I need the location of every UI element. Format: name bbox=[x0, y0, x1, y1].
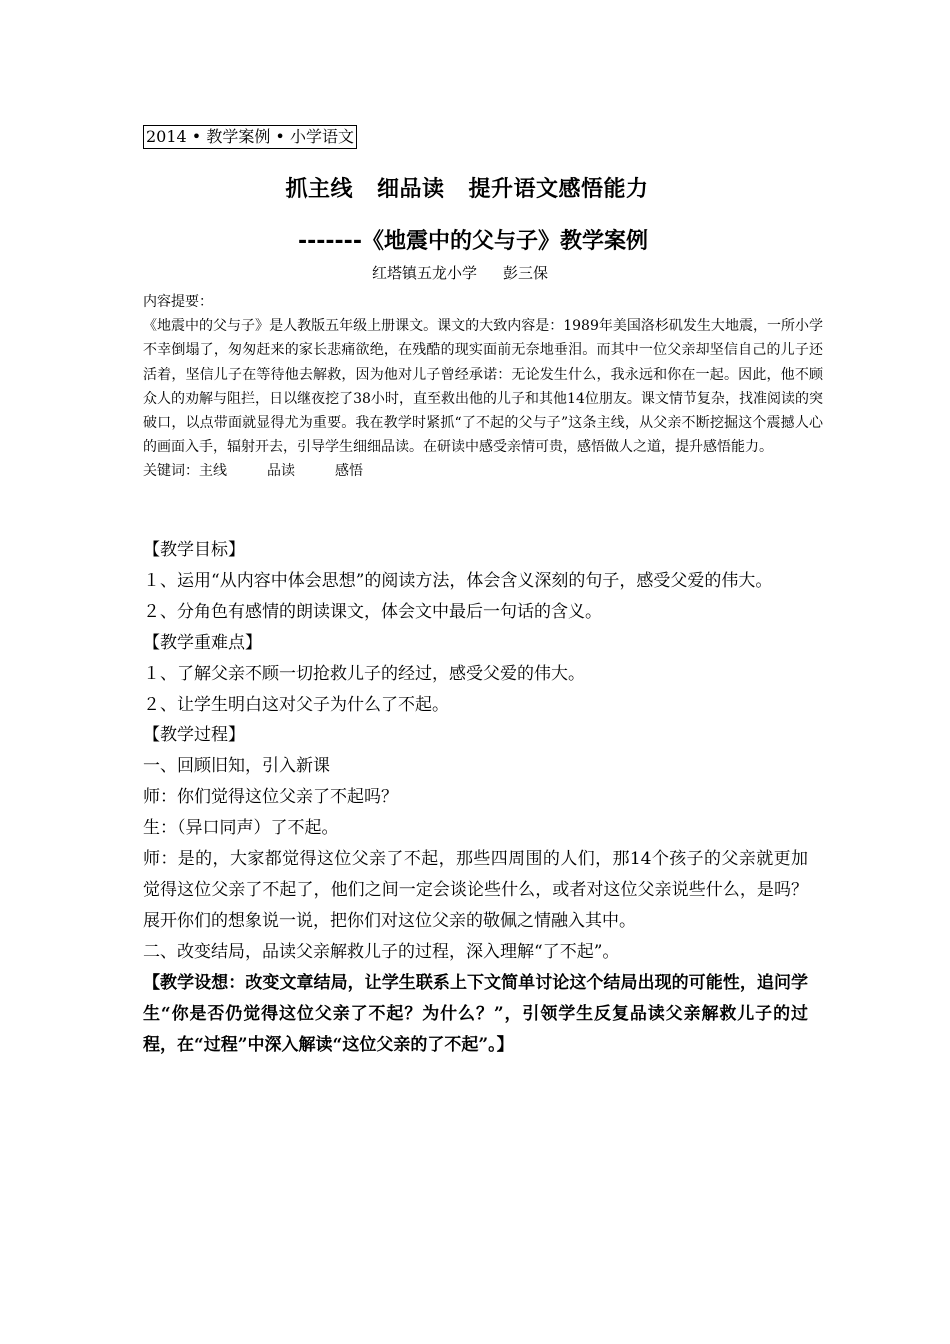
dialogue-line-2: 生：（异口同声）了不起。 bbox=[143, 818, 339, 839]
goals-heading: 【教学目标】 bbox=[143, 540, 245, 560]
header-tag: 2014 • 教学案例 • 小学语文 bbox=[143, 125, 357, 149]
author-school: 红塔镇五龙小学 bbox=[372, 264, 478, 282]
dialogue-line-3: 师：是的，大家都觉得这位父亲了不起，那些四周围的人们，那14个孩子的父亲就更加觉得这位父亲了不起了，他们之间一定会谈论些什么，或者对这位父亲说些什么，是吗？展开你们的想象说一说，把你们对这位父亲的敬佩之情融入其中。 bbox=[143, 849, 808, 931]
body-section bbox=[143, 535, 808, 1060]
keywords-line bbox=[143, 459, 823, 483]
goal-1: １、运用“从内容中体会思想”的阅读方法，体会含义深刻的句子，感受父爱的伟大。 bbox=[143, 570, 773, 591]
keypoint-1: １、了解父亲不顾一切抢救儿子的经过，感受父爱的伟大。 bbox=[143, 663, 585, 684]
dialogue-line-1: 师：你们觉得这位父亲了不起吗？ bbox=[143, 787, 398, 808]
keypoint-2: ２、让学生明白这对父子为什么了不起。 bbox=[143, 694, 449, 715]
keyword-2: 品读 bbox=[267, 463, 295, 480]
goal-2: ２、分角色有感情的朗读课文，体会文中最后一句话的含义。 bbox=[143, 601, 602, 622]
subtitle: -------《地震中的父与子》教学案例 bbox=[298, 229, 648, 254]
keyword-1: 主线 bbox=[199, 463, 227, 480]
title-part-2: 细品读 bbox=[376, 177, 445, 202]
author-name: 彭三保 bbox=[503, 264, 549, 282]
keyword-3: 感悟 bbox=[335, 463, 363, 480]
teaching-design-note: 【教学设想：改变文章结局，让学生联系上下文简单讨论这个结局出现的可能性，追问学生“你是否仍觉得这位父亲了不起？为什么？”，引领学生反复品读父亲解救儿子的过程，在“过程”中深入解读“这位父亲的了不起”。】 bbox=[143, 972, 808, 1055]
abstract-label: 内容提要： bbox=[143, 294, 213, 310]
abstract-section bbox=[143, 290, 823, 484]
step-2: 二、改变结局，品读父亲解救儿子的过程，深入理解“了不起”。 bbox=[143, 941, 620, 962]
keypoints-heading: 【教学重难点】 bbox=[143, 632, 262, 653]
title-part-1: 抓主线 bbox=[285, 177, 353, 202]
title-part-3: 提升语文感悟能力 bbox=[468, 177, 649, 202]
keywords-label: 关键词： bbox=[143, 463, 199, 480]
step-1: 一、回顾旧知，引入新课 bbox=[143, 756, 330, 777]
abstract-text: 《地震中的父与子》是人教版五年级上册课文。课文的大致内容是：1989年美国洛杉矶发生大地震，一所小学不幸倒塌了，匆匆赶来的家长悲痛欲绝，在残酷的现实面前无奈地垂泪。而其中一位父亲却坚信自己的儿子还活着，坚信儿子在等待他去解救，因为他对儿子曾经承诺：无论发生什么，我永远和你在一起。因此，他不顾众人的劝解与阻拦，日以继夜挖了38小时，直至救出他的儿子和其他14位朋友。课文情节复杂，找准阅读的突破口，以点带面就显得尤为重要。我在教学时紧抓“了不起的父与子”这条主线，从父亲不断挖掘这个震撼人心的画面入手，辐射开去，引导学生细细品读。在研读中感受亲情可贵，感悟做人之道，提升感悟能力。 bbox=[143, 318, 823, 456]
process-heading: 【教学过程】 bbox=[143, 725, 245, 746]
author-line bbox=[372, 262, 548, 283]
main-title bbox=[0, 172, 942, 203]
